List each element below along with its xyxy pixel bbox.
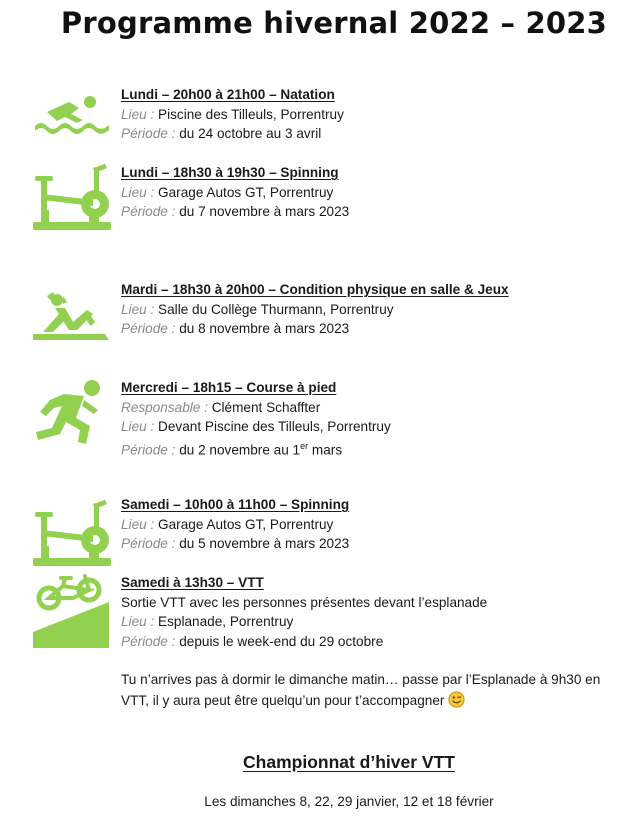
championship-title (0, 752, 640, 773)
schedule-entry (121, 378, 391, 460)
entry-label: Période : (121, 204, 176, 220)
entry-heading: Mardi – 18h30 à 20h00 – Condition physique en salle & Jeux (121, 282, 509, 297)
entry-value: Garage Autos GT, Porrentruy (158, 516, 334, 532)
entry-heading: Mercredi – 18h15 – Course à pied (121, 380, 337, 395)
fitness-situp-icon (33, 292, 109, 340)
entry-line (121, 632, 487, 652)
entry-line (121, 534, 349, 554)
swimming-icon (33, 92, 111, 136)
entry-label: Période : (121, 633, 176, 649)
ordinal-superscript: er (300, 440, 309, 451)
entry-value: du 8 novembre à mars 2023 (179, 321, 350, 337)
sunday-note (121, 669, 611, 714)
schedule-entry (121, 163, 349, 222)
entry-value: Salle du Collège Thurmann, Porrentruy (158, 301, 394, 317)
spinning-bike-icon (33, 500, 111, 570)
entry-label: Période : (121, 321, 176, 337)
winking-smiley-icon (448, 691, 465, 714)
spinning-bike-icon (33, 164, 111, 234)
entry-label: Lieu : (121, 184, 155, 200)
entry-heading: Samedi – 10h00 à 11h00 – Spinning (121, 497, 350, 512)
entry-line (121, 437, 391, 460)
entry-value: Esplanade, Porrentruy (158, 614, 294, 630)
entry-value: Piscine des Tilleuls, Porrentruy (158, 106, 344, 122)
schedule-entry (121, 280, 509, 339)
entry-heading: Lundi – 20h00 à 21h00 – Natation (121, 87, 335, 102)
entry-line (121, 105, 344, 125)
entry-value: du 24 octobre au 3 avril (179, 126, 322, 142)
schedule-entry (121, 85, 344, 144)
entry-line (121, 300, 509, 320)
entry-intro: Sortie VTT avec les personnes présentes devant l’esplanade (121, 594, 488, 610)
entry-line (121, 319, 509, 339)
entry-label: Lieu : (121, 516, 155, 532)
schedule-entry (121, 573, 487, 651)
entry-value: du 7 novembre à mars 2023 (179, 204, 350, 220)
entry-line (121, 398, 391, 418)
championship-dates: Les dimanches 8, 22, 29 janvier, 12 et 18 février (204, 794, 494, 809)
entry-line (121, 515, 349, 535)
entry-line (121, 202, 349, 222)
entry-label: Responsable : (121, 399, 208, 415)
championship-title-text: Championnat d’hiver VTT (243, 752, 455, 772)
entry-label: Période : (121, 536, 176, 552)
mountain-bike-icon (33, 572, 111, 648)
running-icon (34, 378, 108, 446)
entry-line (121, 612, 487, 632)
entry-label: Lieu : (121, 301, 155, 317)
page-title: Programme hivernal 2022 – 2023 (60, 6, 608, 40)
entry-label: Lieu : (121, 419, 155, 435)
entry-value-suffix: mars (308, 442, 343, 458)
entry-value: du 5 novembre à mars 2023 (179, 536, 350, 552)
entry-value: Clément Schaffter (211, 399, 321, 415)
schedule-entry (121, 495, 349, 554)
entry-line (121, 183, 349, 203)
entry-label: Lieu : (121, 614, 155, 630)
note-text: Tu n’arrives pas à dormir le dimanche matin… passe par l’Esplanade à 9h30 en VTT, il y aura peut être quelqu’un pour t’accompagner (121, 672, 601, 708)
entry-heading: Lundi – 18h30 à 19h30 – Spinning (121, 165, 339, 180)
entry-line (121, 417, 391, 437)
entry-label: Lieu : (121, 106, 155, 122)
entry-heading: Samedi à 13h30 – VTT (121, 575, 264, 590)
entry-line (121, 124, 344, 144)
entry-label: Période : (121, 126, 176, 142)
entry-value: du 2 novembre au 1 (179, 442, 301, 458)
entry-label: Période : (121, 442, 176, 458)
entry-value: depuis le week-end du 29 octobre (179, 633, 384, 649)
entry-value: Garage Autos GT, Porrentruy (158, 184, 334, 200)
entry-value: Devant Piscine des Tilleuls, Porrentruy (158, 419, 391, 435)
